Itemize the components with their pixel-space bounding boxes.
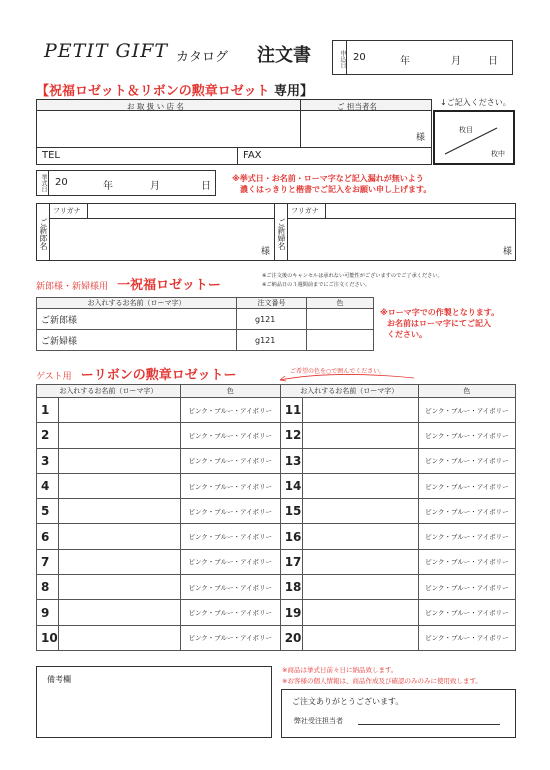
store-name-input[interactable] bbox=[41, 112, 296, 146]
ribbon-name-input[interactable] bbox=[302, 549, 418, 574]
ribbon-row-number: 2 bbox=[37, 423, 59, 448]
ceremony-date-label: 挙式日 bbox=[37, 171, 49, 195]
ribbon-row-number: 4 bbox=[37, 473, 59, 498]
ribbon-row bbox=[37, 448, 516, 473]
rosette-groom-color[interactable] bbox=[307, 309, 374, 330]
ribbon-color-select[interactable]: ピンク・ブルー・アイボリー bbox=[180, 625, 280, 650]
cancel-note-1: ※ご注文後のキャンセルは承れない可能性がございますのでご了承ください。 bbox=[262, 273, 443, 279]
ribbon-name-input[interactable] bbox=[58, 448, 180, 473]
rosette-groom-number: g121 bbox=[237, 309, 307, 330]
ribbon-col-color-right: 色 bbox=[418, 385, 515, 398]
staff-label: 弊社受注担当者 bbox=[294, 717, 343, 725]
rosette-row-groom[interactable] bbox=[37, 309, 374, 330]
staff-signature-line[interactable] bbox=[358, 724, 500, 725]
ribbon-col-name-right: お入れするお名前（ローマ字） bbox=[280, 385, 418, 398]
ribbon-color-select[interactable]: ピンク・ブルー・アイボリー bbox=[180, 448, 280, 473]
ribbon-color-select[interactable]: ピンク・ブルー・アイボリー bbox=[418, 398, 515, 423]
rosette-heading-small: 新郎様・新婦様用 bbox=[36, 282, 109, 292]
ribbon-row-number: 6 bbox=[37, 524, 59, 549]
ribbon-name-input[interactable] bbox=[58, 549, 180, 574]
ribbon-row-number: 20 bbox=[280, 625, 302, 650]
bride-label: ご新婦名 bbox=[275, 204, 288, 260]
ribbon-row-number: 12 bbox=[280, 423, 302, 448]
ribbon-color-select[interactable]: ピンク・ブルー・アイボリー bbox=[418, 423, 515, 448]
ribbon-heading-large: ーリボンの勲章ロゼットー bbox=[80, 368, 237, 383]
ribbon-name-input[interactable] bbox=[302, 398, 418, 423]
bride-furigana-label: フリガナ bbox=[291, 207, 319, 215]
ribbon-row bbox=[37, 499, 516, 524]
groom-furigana-input[interactable] bbox=[89, 205, 272, 217]
order-date-box bbox=[332, 40, 513, 75]
rosette-table bbox=[36, 297, 374, 351]
brand-title: PETIT GIFT bbox=[44, 40, 169, 62]
ribbon-row-number: 5 bbox=[37, 499, 59, 524]
couple-names-box bbox=[36, 203, 516, 261]
ribbon-row bbox=[37, 575, 516, 600]
ribbon-color-select[interactable]: ピンク・ブルー・アイボリー bbox=[418, 625, 515, 650]
rosette-bride-color[interactable] bbox=[307, 330, 374, 351]
ribbon-row-number: 17 bbox=[280, 549, 302, 574]
bride-name-input[interactable] bbox=[291, 220, 503, 258]
ribbon-color-select[interactable]: ピンク・ブルー・アイボリー bbox=[180, 499, 280, 524]
ribbon-row-number: 1 bbox=[37, 398, 59, 423]
ribbon-row bbox=[37, 423, 516, 448]
ribbon-name-input[interactable] bbox=[58, 524, 180, 549]
roman-note-2: お名前はローマ字にてご記入 bbox=[387, 319, 491, 328]
person-sama: 様 bbox=[416, 133, 426, 143]
ribbon-name-input[interactable] bbox=[58, 499, 180, 524]
page-count-top: 枚目 bbox=[459, 126, 473, 134]
page-title: 注文書 bbox=[257, 45, 311, 66]
ribbon-row-number: 15 bbox=[280, 499, 302, 524]
banner-suffix: 専用】 bbox=[274, 84, 314, 99]
staff-box bbox=[281, 689, 516, 738]
order-day-label: 日 bbox=[488, 56, 498, 67]
store-info-box bbox=[36, 99, 432, 165]
ribbon-row bbox=[37, 600, 516, 625]
ceremony-year-label: 年 bbox=[103, 181, 113, 192]
ribbon-color-select[interactable]: ピンク・ブルー・アイボリー bbox=[180, 549, 280, 574]
roman-note-1: ※ローマ字での作製となります。 bbox=[380, 308, 500, 317]
ribbon-row-number: 9 bbox=[37, 600, 59, 625]
ribbon-color-select[interactable]: ピンク・ブルー・アイボリー bbox=[418, 473, 515, 498]
remarks-label: 備考欄 bbox=[47, 675, 71, 684]
bride-sama: 様 bbox=[503, 247, 513, 257]
fill-note: ↓ご記入ください。 bbox=[440, 98, 511, 107]
footer-note-1: ※商品は挙式日前々日に納品致します。 bbox=[282, 666, 398, 674]
order-date-prefix: 20 bbox=[353, 52, 366, 63]
ribbon-col-color-left: 色 bbox=[180, 385, 280, 398]
tel-label: TEL bbox=[42, 150, 60, 161]
rosette-col-name: お入れするお名前（ローマ字） bbox=[37, 298, 237, 309]
ribbon-name-input[interactable] bbox=[302, 575, 418, 600]
remarks-box[interactable] bbox=[36, 666, 272, 738]
order-month-label: 月 bbox=[451, 56, 461, 67]
ribbon-color-select[interactable]: ピンク・ブルー・アイボリー bbox=[418, 549, 515, 574]
ribbon-row bbox=[37, 473, 516, 498]
person-label: ご 担当者名 bbox=[337, 102, 377, 111]
ribbon-row-number: 16 bbox=[280, 524, 302, 549]
ribbon-heading-small: ゲスト用 bbox=[36, 372, 72, 382]
ribbon-row-number: 7 bbox=[37, 549, 59, 574]
order-date-label: 申込日 bbox=[333, 41, 347, 74]
ribbon-name-input[interactable] bbox=[58, 473, 180, 498]
ribbon-color-select[interactable]: ピンク・ブルー・アイボリー bbox=[418, 575, 515, 600]
ribbon-color-select[interactable]: ピンク・ブルー・アイボリー bbox=[418, 448, 515, 473]
ceremony-note-1: ※挙式日・お名前・ローマ字など記入漏れが無いよう bbox=[232, 174, 424, 183]
ribbon-name-input[interactable] bbox=[58, 398, 180, 423]
cancel-note-2: ※ご納品日の３週間前までにご注文ください。 bbox=[262, 282, 371, 288]
banner-main: 【祝福ロゼット＆リボンの勲章ロゼット bbox=[36, 84, 270, 99]
ribbon-name-input[interactable] bbox=[58, 625, 180, 650]
ribbon-row-number: 3 bbox=[37, 448, 59, 473]
ribbon-row-number: 11 bbox=[280, 398, 302, 423]
groom-label: ご新郎名 bbox=[37, 204, 50, 260]
ribbon-row-number: 18 bbox=[280, 575, 302, 600]
page-count-bottom: 枚中 bbox=[491, 150, 505, 158]
ribbon-name-input[interactable] bbox=[302, 600, 418, 625]
ribbon-name-input[interactable] bbox=[302, 625, 418, 650]
ribbon-row-number: 8 bbox=[37, 575, 59, 600]
ribbon-color-select[interactable]: ピンク・ブルー・アイボリー bbox=[180, 600, 280, 625]
ribbon-color-select[interactable]: ピンク・ブルー・アイボリー bbox=[180, 524, 280, 549]
ribbon-heading bbox=[36, 364, 236, 383]
ribbon-name-input[interactable] bbox=[58, 575, 180, 600]
ribbon-color-select[interactable]: ピンク・ブルー・アイボリー bbox=[180, 473, 280, 498]
ribbon-name-input[interactable] bbox=[302, 524, 418, 549]
ceremony-date-box[interactable] bbox=[36, 170, 216, 196]
person-name-input[interactable] bbox=[305, 112, 425, 146]
rosette-table-header bbox=[37, 298, 374, 309]
ribbon-color-select[interactable]: ピンク・ブルー・アイボリー bbox=[180, 423, 280, 448]
ribbon-table bbox=[36, 384, 516, 651]
rosette-col-color: 色 bbox=[307, 298, 374, 309]
rosette-heading-large: 一祝福ロゼットー bbox=[117, 278, 221, 293]
ribbon-row-number: 14 bbox=[280, 473, 302, 498]
page-count-box[interactable] bbox=[433, 110, 515, 165]
fax-label: FAX bbox=[243, 150, 262, 161]
ribbon-row bbox=[37, 625, 516, 650]
ribbon-color-select[interactable]: ピンク・ブルー・アイボリー bbox=[418, 499, 515, 524]
banner-title bbox=[36, 80, 313, 99]
ceremony-date-prefix: 20 bbox=[55, 177, 68, 188]
order-year-label: 年 bbox=[400, 56, 410, 67]
ribbon-row bbox=[37, 524, 516, 549]
store-name-label: お 取 扱 い 店 名 bbox=[127, 102, 184, 111]
color-hint: ご希望の色を○で囲んでください。 bbox=[290, 368, 386, 375]
ribbon-name-input[interactable] bbox=[302, 473, 418, 498]
bride-furigana-input[interactable] bbox=[327, 205, 513, 217]
ribbon-name-input[interactable] bbox=[302, 448, 418, 473]
ribbon-name-input[interactable] bbox=[302, 423, 418, 448]
groom-furigana-label: フリガナ bbox=[53, 207, 81, 215]
groom-name-input[interactable] bbox=[53, 220, 263, 258]
rosette-col-number: 注文番号 bbox=[237, 298, 307, 309]
ribbon-name-input[interactable] bbox=[58, 423, 180, 448]
ribbon-color-select[interactable]: ピンク・ブルー・アイボリー bbox=[180, 575, 280, 600]
ribbon-name-input[interactable] bbox=[58, 600, 180, 625]
groom-sama: 様 bbox=[261, 247, 271, 257]
ribbon-row-number: 10 bbox=[37, 625, 59, 650]
footer-note-2: ※お客様の個人情報は、商品作成及び確認のみのみに使用致します。 bbox=[282, 677, 482, 685]
catalog-label: カタログ bbox=[176, 50, 229, 65]
hint-arrow-icon bbox=[274, 366, 424, 382]
ribbon-color-select[interactable]: ピンク・ブルー・アイボリー bbox=[418, 600, 515, 625]
ribbon-row-number: 13 bbox=[280, 448, 302, 473]
ribbon-color-select[interactable]: ピンク・ブルー・アイボリー bbox=[180, 398, 280, 423]
ribbon-row bbox=[37, 549, 516, 574]
ribbon-row-number: 19 bbox=[280, 600, 302, 625]
ribbon-name-input[interactable] bbox=[302, 499, 418, 524]
ceremony-month-label: 月 bbox=[150, 181, 160, 192]
ribbon-col-name-left: お入れするお名前（ローマ字） bbox=[37, 385, 181, 398]
rosette-bride-name[interactable]: ご新婦様 bbox=[37, 330, 237, 351]
ceremony-day-label: 日 bbox=[201, 181, 211, 192]
roman-note-3: ください。 bbox=[387, 330, 427, 339]
thanks-text: ご注文ありがとうございます。 bbox=[292, 697, 404, 706]
ribbon-color-select[interactable]: ピンク・ブルー・アイボリー bbox=[418, 524, 515, 549]
rosette-groom-name[interactable]: ご新郎様 bbox=[37, 309, 237, 330]
rosette-bride-number: g121 bbox=[237, 330, 307, 351]
ribbon-table-header bbox=[37, 385, 516, 398]
rosette-heading bbox=[36, 274, 221, 293]
ceremony-note-2: 濃くはっきりと楷書でご記入をお願い申し上げます。 bbox=[240, 185, 432, 194]
rosette-row-bride[interactable] bbox=[37, 330, 374, 351]
ribbon-row bbox=[37, 398, 516, 423]
